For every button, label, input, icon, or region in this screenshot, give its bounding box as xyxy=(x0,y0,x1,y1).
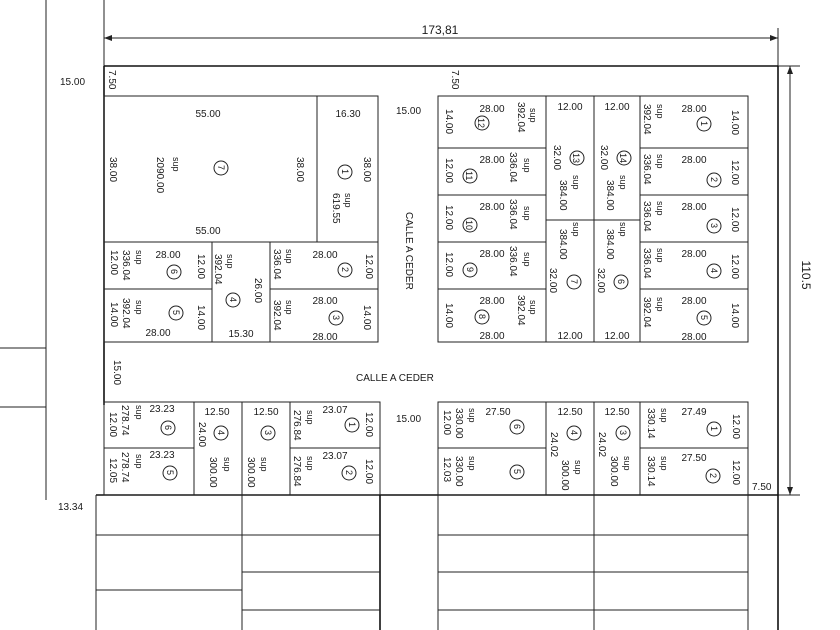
lot-nw-2 xyxy=(271,249,374,280)
lot-sup: sup xyxy=(618,175,628,190)
lot-dim: 12.00 xyxy=(729,207,740,233)
lot-dim: 14.00 xyxy=(361,305,372,331)
lot-dim: 28.00 xyxy=(479,249,505,260)
lot-nw-3 xyxy=(271,296,372,343)
lot-dim: 28.00 xyxy=(681,155,707,166)
lot-area: 392.04 xyxy=(271,300,282,331)
lot-number: 6 xyxy=(163,425,173,431)
lot-sw-5 xyxy=(107,450,177,483)
lot-sup: sup xyxy=(522,206,532,221)
lot-number: 3 xyxy=(331,315,341,321)
lot-nw-7 xyxy=(107,109,305,237)
lot-area: 336.04 xyxy=(120,250,131,281)
lot-number: 10 xyxy=(464,220,474,231)
lot-dim: 12.00 xyxy=(557,331,583,342)
lot-sw-2 xyxy=(291,451,374,487)
lot-area: 384.00 xyxy=(604,180,615,211)
lot-number: 4 xyxy=(709,268,719,274)
margin-left-top: 7.50 xyxy=(106,70,117,90)
lot-area: 619.55 xyxy=(330,193,341,224)
lot-dim: 28.00 xyxy=(312,332,338,343)
lot-dim: 12.00 xyxy=(604,102,630,113)
lot-number: 3 xyxy=(709,223,719,229)
lot-dim: 12.00 xyxy=(443,252,454,278)
lot-sup: sup xyxy=(134,454,144,469)
lot-area: 276.84 xyxy=(291,410,302,441)
lot-dim: 14.00 xyxy=(443,303,454,329)
lot-dim: 12.00 xyxy=(363,412,374,438)
lot-dim: 55.00 xyxy=(195,109,221,120)
lot-sup: sup xyxy=(343,193,353,208)
lot-dim: 12.00 xyxy=(441,410,452,436)
lot-dim: 28.00 xyxy=(479,104,505,115)
lot-dim: 28.00 xyxy=(681,296,707,307)
lot-dim: 14.00 xyxy=(443,109,454,135)
block-nw xyxy=(104,96,378,343)
lot-number: 4 xyxy=(228,297,238,303)
lot-sup: sup xyxy=(171,157,181,172)
lot-sup: sup xyxy=(573,460,583,475)
lot-ne-2 xyxy=(641,154,740,187)
lot-sup: sup xyxy=(528,108,538,123)
site-boundary xyxy=(96,66,778,630)
lot-number: 12 xyxy=(476,118,486,129)
street-v-width-top: 15.00 xyxy=(396,106,422,117)
lot-area: 392.04 xyxy=(641,104,652,135)
lot-ne-6 xyxy=(595,222,630,342)
lot-sw-4 xyxy=(196,407,232,488)
lot-sup: sup xyxy=(284,300,294,315)
lot-sup: sup xyxy=(571,175,581,190)
lot-area: 330.00 xyxy=(453,456,464,487)
lot-area: 392.04 xyxy=(641,297,652,328)
lot-sup: sup xyxy=(134,300,144,315)
lot-sup: sup xyxy=(659,456,669,471)
margin-top-left: 15.00 xyxy=(60,77,86,88)
lot-area: 278.74 xyxy=(119,405,130,436)
street-v-width-bottom: 15.00 xyxy=(396,414,422,425)
lot-dim: 27.50 xyxy=(485,407,511,418)
lot-sup: sup xyxy=(134,405,144,420)
lot-dim: 12.00 xyxy=(443,205,454,231)
lot-number: 5 xyxy=(512,469,522,475)
lot-area: 392.04 xyxy=(120,298,131,329)
lot-sup: sup xyxy=(522,158,532,173)
street-vertical-label: CALLE A CEDER xyxy=(403,212,414,290)
lot-area: 336.04 xyxy=(271,249,282,280)
lot-ne-5 xyxy=(641,296,740,343)
lot-dim: 12.00 xyxy=(730,460,741,486)
block-sw xyxy=(104,402,380,495)
margin-bottom-left: 13.34 xyxy=(58,502,84,513)
lot-nw-1 xyxy=(330,109,372,224)
lot-dim: 14.00 xyxy=(729,303,740,329)
lot-area: 330.00 xyxy=(453,408,464,439)
lot-number: 9 xyxy=(465,267,475,273)
lot-dim: 12.00 xyxy=(195,254,206,280)
block-se xyxy=(438,402,748,495)
lot-dim: 28.00 xyxy=(681,332,707,343)
lot-se-4 xyxy=(548,407,583,491)
lot-dim: 27.50 xyxy=(681,453,707,464)
lot-dim: 28.00 xyxy=(479,202,505,213)
lot-area: 336.04 xyxy=(641,154,652,185)
lot-dim: 28.00 xyxy=(479,331,505,342)
lot-dim: 28.00 xyxy=(681,202,707,213)
lot-se-2 xyxy=(645,453,741,487)
lot-dim: 23.23 xyxy=(149,450,175,461)
street-horizontal-label: CALLE A CEDER xyxy=(356,373,434,384)
lot-area: 330.14 xyxy=(645,456,656,487)
lot-ne-13 xyxy=(551,102,584,211)
lot-dim: 14.00 xyxy=(729,110,740,136)
lot-number: 6 xyxy=(512,424,522,430)
lot-number: 5 xyxy=(171,310,181,316)
lot-dim: 12.03 xyxy=(441,457,452,483)
street-h-width: 15.00 xyxy=(111,360,122,386)
lot-sw-6 xyxy=(107,404,175,437)
lot-area: 384.00 xyxy=(604,229,615,260)
overall-height: 110.5 xyxy=(799,260,813,290)
lot-sup: sup xyxy=(259,457,269,472)
lot-area: 300.00 xyxy=(245,457,256,488)
lot-sup: sup xyxy=(659,408,669,423)
lot-dim: 32.00 xyxy=(551,145,562,171)
lot-dim: 12.00 xyxy=(729,254,740,280)
lot-dim: 16.30 xyxy=(335,109,361,120)
lot-area: 300.00 xyxy=(608,456,619,487)
lot-sup: sup xyxy=(655,154,665,169)
lot-number: 4 xyxy=(216,430,226,436)
lot-number: 1 xyxy=(347,422,357,428)
lot-dim: 38.00 xyxy=(361,157,372,183)
lot-area: 336.04 xyxy=(507,152,518,183)
lot-nw-6 xyxy=(108,250,206,281)
lot-number: 2 xyxy=(340,267,350,273)
lot-dim: 28.00 xyxy=(479,296,505,307)
lot-number: 7 xyxy=(569,279,579,285)
lot-dim: 12.00 xyxy=(443,158,454,184)
lot-dim: 12.00 xyxy=(730,414,741,440)
lot-dim: 12.00 xyxy=(363,459,374,485)
lot-area: 384.00 xyxy=(557,180,568,211)
lot-sup: sup xyxy=(655,104,665,119)
lot-dim: 28.00 xyxy=(155,250,181,261)
lot-area: 330.14 xyxy=(645,408,656,439)
lot-number: 13 xyxy=(571,153,581,164)
lot-area: 336.04 xyxy=(641,201,652,232)
overall-height-dimension xyxy=(778,66,813,495)
lot-nw-5 xyxy=(108,298,206,339)
lot-dim: 24.00 xyxy=(196,422,207,448)
lot-ne-11 xyxy=(443,152,532,183)
lot-area: 384.00 xyxy=(557,229,568,260)
lot-number: 8 xyxy=(477,314,487,320)
lot-dim: 24.02 xyxy=(596,432,607,458)
lot-number: 3 xyxy=(263,430,273,436)
lot-dim: 15.30 xyxy=(228,329,254,340)
lot-number: 1 xyxy=(699,121,709,127)
lot-sup: sup xyxy=(655,248,665,263)
lot-dim: 28.00 xyxy=(681,104,707,115)
lot-dim: 28.00 xyxy=(312,250,338,261)
lot-dim: 12.00 xyxy=(604,331,630,342)
lot-sup: sup xyxy=(655,297,665,312)
overall-width-dimension xyxy=(104,23,778,66)
lot-number: 2 xyxy=(709,177,719,183)
lot-area: 300.00 xyxy=(207,457,218,488)
lot-dim: 12.50 xyxy=(604,407,630,418)
lot-sup: sup xyxy=(655,201,665,216)
lot-area: 300.00 xyxy=(559,460,570,491)
lot-area: 392.04 xyxy=(515,102,526,133)
lot-se-6 xyxy=(441,407,524,439)
lot-dim: 12.00 xyxy=(108,250,119,276)
lot-sup: sup xyxy=(222,457,232,472)
lot-number: 2 xyxy=(344,470,354,476)
lot-sup: sup xyxy=(522,252,532,267)
lot-number: 5 xyxy=(699,315,709,321)
lot-dim: 38.00 xyxy=(294,157,305,183)
lot-dim: 23.07 xyxy=(322,451,348,462)
lower-parcels xyxy=(96,495,748,630)
lot-sw-3 xyxy=(245,407,279,488)
lot-area: 336.04 xyxy=(507,246,518,277)
lot-ne-1 xyxy=(641,104,740,135)
lot-dim: 28.00 xyxy=(145,328,171,339)
lot-sup: sup xyxy=(622,456,632,471)
margin-right-bottom: 7.50 xyxy=(752,482,772,493)
lot-number: 4 xyxy=(569,430,579,436)
lot-se-1 xyxy=(645,407,741,439)
lot-number: 6 xyxy=(169,269,179,275)
neighbour-lines xyxy=(0,0,104,500)
lot-ne-8 xyxy=(443,295,538,342)
lot-nw-4 xyxy=(212,254,263,340)
lot-dim: 32.00 xyxy=(547,268,558,294)
lot-dim: 12.05 xyxy=(107,458,118,484)
lot-number: 3 xyxy=(618,430,628,436)
lot-sup: sup xyxy=(225,254,235,269)
lot-area: 336.04 xyxy=(507,199,518,230)
lot-se-5 xyxy=(441,456,524,487)
lot-sup: sup xyxy=(305,456,315,471)
lot-dim: 28.00 xyxy=(681,249,707,260)
lot-area: 278.74 xyxy=(119,452,130,483)
lot-dim: 26.00 xyxy=(252,278,263,304)
lot-dim: 28.00 xyxy=(312,296,338,307)
lot-ne-9 xyxy=(443,246,532,277)
lot-dim: 27.49 xyxy=(681,407,707,418)
margin-mid-top: 7.50 xyxy=(449,70,460,90)
lot-number: 14 xyxy=(618,153,628,164)
lot-dim: 28.00 xyxy=(479,155,505,166)
lot-number: 7 xyxy=(216,165,226,171)
lot-dim: 24.02 xyxy=(548,432,559,458)
lot-sup: sup xyxy=(467,408,477,423)
block-ne xyxy=(438,96,748,343)
lot-se-3 xyxy=(596,407,632,487)
lot-number: 2 xyxy=(708,473,718,479)
lot-ne-14 xyxy=(598,102,631,211)
lot-area: 276.84 xyxy=(291,456,302,487)
lot-number: 5 xyxy=(165,470,175,476)
lot-sup: sup xyxy=(284,249,294,264)
lot-dim: 12.50 xyxy=(204,407,230,418)
lot-sup: sup xyxy=(571,222,581,237)
lot-dim: 32.00 xyxy=(598,145,609,171)
lot-dim: 12.00 xyxy=(107,412,118,438)
lot-area: 392.04 xyxy=(212,254,223,285)
lot-dim: 14.00 xyxy=(195,305,206,331)
lot-number: 1 xyxy=(709,426,719,432)
lot-dim: 23.07 xyxy=(322,405,348,416)
lot-dim: 12.00 xyxy=(363,254,374,280)
lot-area: 336.04 xyxy=(641,248,652,279)
lot-dim: 23.23 xyxy=(149,404,175,415)
lot-number: 6 xyxy=(616,279,626,285)
lot-ne-12 xyxy=(443,102,538,134)
lot-sup: sup xyxy=(528,300,538,315)
lot-sup: sup xyxy=(134,250,144,265)
lot-dim: 12.50 xyxy=(253,407,279,418)
lot-dim: 12.00 xyxy=(557,102,583,113)
lot-dim: 38.00 xyxy=(107,157,118,183)
lot-sw-1 xyxy=(291,405,374,441)
lot-sup: sup xyxy=(618,222,628,237)
lot-area: 392.04 xyxy=(515,295,526,326)
lot-sup: sup xyxy=(467,456,477,471)
lot-number: 11 xyxy=(464,171,474,181)
lot-area: 2090.00 xyxy=(154,157,165,194)
lot-dim: 12.50 xyxy=(557,407,583,418)
lot-number: 1 xyxy=(340,169,350,175)
lot-dim: 12.00 xyxy=(729,160,740,186)
lot-ne-3 xyxy=(641,201,740,233)
lot-dim: 55.00 xyxy=(195,226,221,237)
lot-dim: 14.00 xyxy=(108,302,119,328)
overall-width: 173,81 xyxy=(421,23,459,37)
lot-sup: sup xyxy=(305,410,315,425)
lot-ne-10 xyxy=(443,199,532,232)
lot-dim: 32.00 xyxy=(595,268,606,294)
lot-ne-4 xyxy=(641,248,740,279)
lot-ne-7 xyxy=(547,222,583,342)
